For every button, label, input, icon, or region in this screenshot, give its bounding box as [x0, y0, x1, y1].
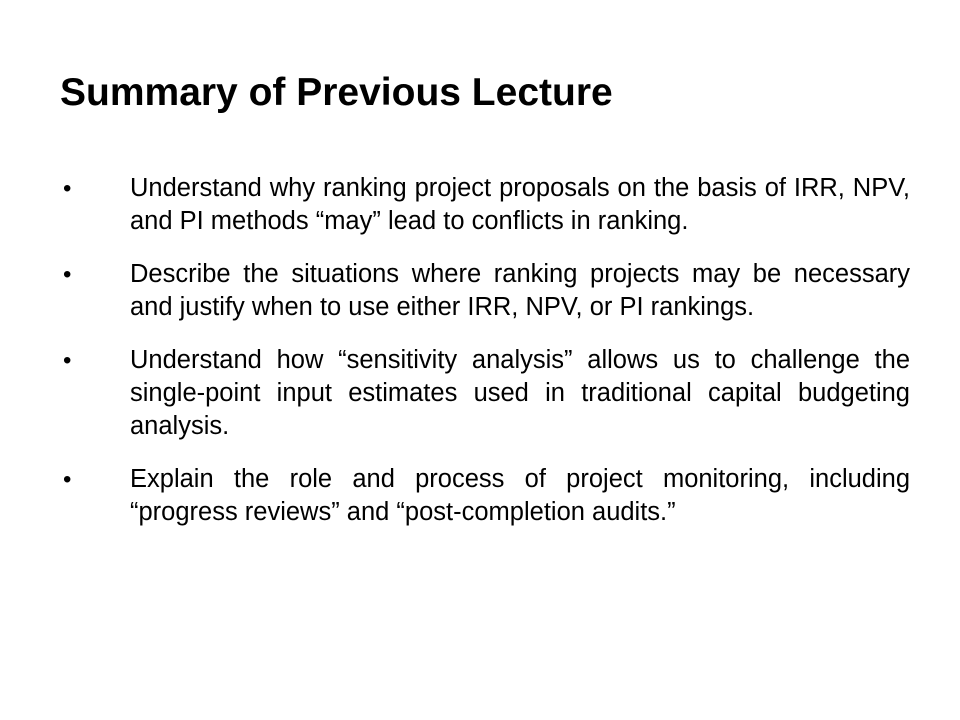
bullet-text: Understand how “sensitivity analysis” allows us to challenge the single-point input estimates used in traditional capital budgeting analysis. — [130, 346, 910, 440]
bullet-dot-icon: • — [63, 261, 72, 288]
bullet-dot-icon: • — [63, 347, 72, 374]
bullet-text: Understand why ranking project proposals on the basis of IRR, NPV, and PI methods “may” lead to conflicts in ranking. — [130, 174, 910, 235]
bullet-item-2 — [60, 258, 910, 324]
slide-title: Summary of Previous Lecture — [60, 71, 613, 114]
bullet-item-3 — [60, 344, 910, 443]
bullet-dot-icon: • — [63, 466, 72, 493]
bullet-dot-icon: • — [63, 175, 72, 202]
bullet-text: Explain the role and process of project monitoring, including “progress reviews” and “post-completion audits.” — [130, 465, 910, 526]
bullet-item-1 — [60, 172, 910, 238]
bullet-list — [60, 172, 910, 549]
bullet-item-4 — [60, 463, 910, 529]
bullet-text: Describe the situations where ranking projects may be necessary and justify when to use either IRR, NPV, or PI rankings. — [130, 260, 910, 321]
